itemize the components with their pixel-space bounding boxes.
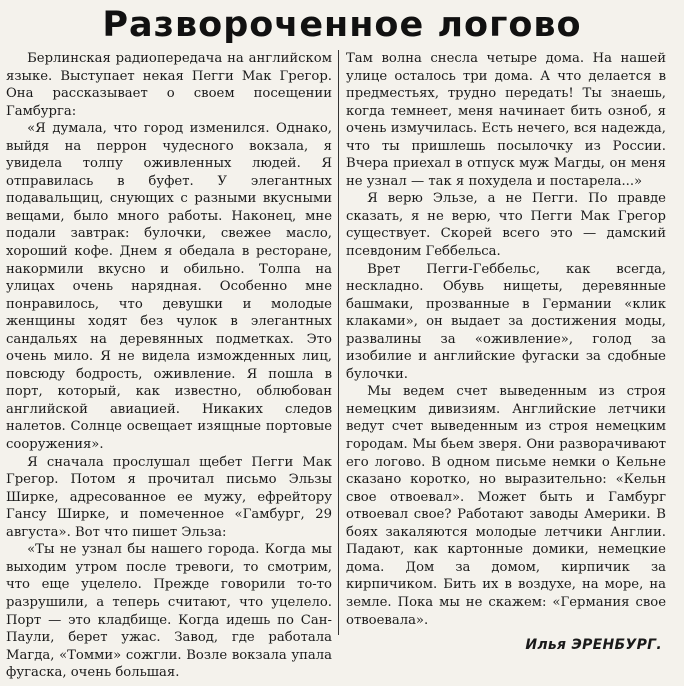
left-column xyxy=(6,50,332,686)
paragraph: Врет Пегги-Геббельс, как всегда, нескладно. Обувь нищеты, деревянные башмаки, прозванные в Германии «клик клаками», он выдает за достижения моды, развалины за «оживление», голод за изобилие и английские фугаски за сдобные булочки. xyxy=(346,261,666,382)
paragraph: Я сначала прослушал щебет Пегги Мак Грегор. Потом я прочитал письмо Эльзы Ширке, адресованное ее мужу, ефрейтору Гансу Ширке, и помеченное «Гамбург, 29 августа». Вот что пишет Эльза: xyxy=(6,454,332,540)
paragraph: Берлинская радиопередача на английском языке. Выступает некая Пегги Мак Грегор. Она рассказывает о своем посещении Гамбурга: xyxy=(6,51,332,119)
right-column xyxy=(346,50,666,686)
paragraph: Мы ведем счет выведенным из строя немецким дивизиям. Английские летчики ведут счет выведенным из строя немецким городам. Мы бьем зверя. Они разворачивают его логово. В одном письме немки о Кельне сказано коротко, но выразительно: «Кельн свое отвоевал». Может быть и Гамбург отвоевал свое? Работают заводы Америки. В боях закаляются молодые летчики Англии. Падают, как картонные домики, немецкие дома. Дом за домом, кирпичик за кирпичиком. Бить их в воздухе, на море, на земле. Пока мы не скажем: «Германия свое отвоевала». xyxy=(346,384,666,628)
author-signature: Илья ЭРЕНБУРГ. xyxy=(525,637,662,654)
article-headline: Развороченное логово xyxy=(102,5,582,45)
paragraph: «Ты не узнал бы нашего города. Когда мы выходим утром после тревоги, то смотрим, что еще уцелело. Прежде говорили то-то разрушили, а теперь считают, что уцелело. Порт — это кладбище. Когда идешь по Сан-Паули, берет ужас. Завод, где работала Магда, «Томми» сожгли. Возле вокзала упала фугаска, очень большая. xyxy=(6,542,332,681)
paragraph: Я верю Эльзе, а не Пегги. По правде сказать, я не верю, что Пегги Мак Грегор существует. Скорей всего это — дамский псевдоним Геббельса. xyxy=(346,191,666,260)
paragraph-continued: Там волна снесла четыре дома. На нашей улице осталось три дома. А что делается в предместьях, трудно передать! Ты знаешь, когда темнеет, меня начинает бить озноб, я очень измучилась. Есть нечего, вся надежда, что ты пришлешь посылочку из России. Вчера приехал в отпуск муж Магды, он меня не узнал — так я похудела и постарела...» xyxy=(346,51,666,189)
column-divider xyxy=(338,50,339,635)
paragraph: «Я думала, что город изменился. Однако, выйдя на перрон чудесного вокзала, я увидела толпу оживленных людей. Я отправилась в буфет. У элегантных подавальщиц, снующих с разными вкусными вещами, было много работы. Наконец, мне подали завтрак: булочки, свежее масло, хороший кофе. Днем я обедала в ресторане, накормили вкусно и обильно. Толпа на улицах очень нарядная. Особенно мне понравилось, что девушки и молодые женщины ходят без чулок в элегантных сандальях на деревянных подметках. Это очень мило. Я не видела изможденных лиц, повсюду бодрость, оживление. Я пошла в порт, который, как известно, облюбован английской авиацией. Никаких следов налетов. Солнце освещает изящные портовые сооружения». xyxy=(6,121,332,453)
